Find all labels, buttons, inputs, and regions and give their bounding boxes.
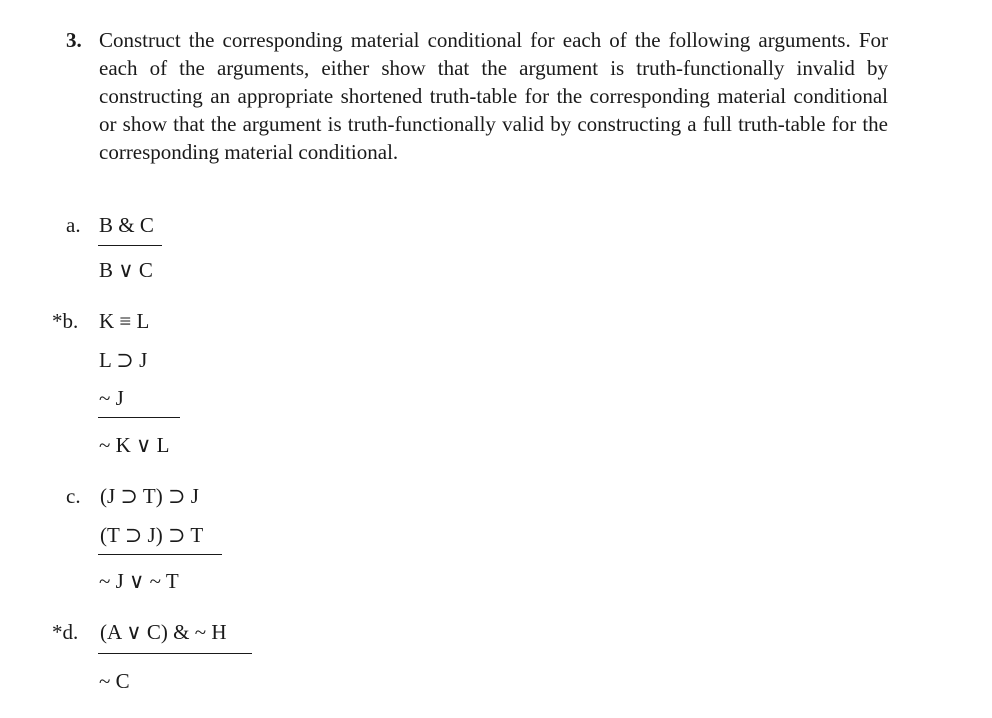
argument-d-label: *d. [52,620,79,644]
argument-a-label: a. [66,213,81,237]
argument-b-premise-3: ~ J [99,386,124,410]
problem-number: 3. [66,28,82,52]
argument-c-premise-2: (T ⊃ J) ⊃ T [100,523,204,547]
argument-d-conclusion: ~ C [99,669,130,693]
argument-a-rule [98,245,162,246]
argument-b-rule [98,417,180,418]
argument-b-premise-1: K ≡ L [99,309,150,333]
argument-d-premise-1: (A ∨ C) & ~ H [100,620,227,644]
problem-instructions: Construct the corresponding material conditional for each of the following arguments. For each of the arguments, either show that the argument is truth-functionally invalid by constructing an appropriate shortened truth-table for the corresponding material conditional or show that the argument is truth-functionally valid by constructing a full truth-table for the corresponding material conditional. [99,28,888,164]
argument-c-label: c. [66,484,81,508]
argument-c-rule [98,554,222,555]
argument-b-label: *b. [52,309,79,333]
argument-b-premise-2: L ⊃ J [99,348,148,372]
argument-c-premise-1: (J ⊃ T) ⊃ J [100,484,199,508]
argument-d-rule [98,653,252,654]
argument-a-premise-1: B & C [99,213,154,237]
argument-b-conclusion: ~ K ∨ L [99,433,170,457]
problem-3 [66,26,888,166]
argument-c-conclusion: ~ J ∨ ~ T [99,569,179,593]
argument-a-conclusion: B ∨ C [99,258,153,282]
